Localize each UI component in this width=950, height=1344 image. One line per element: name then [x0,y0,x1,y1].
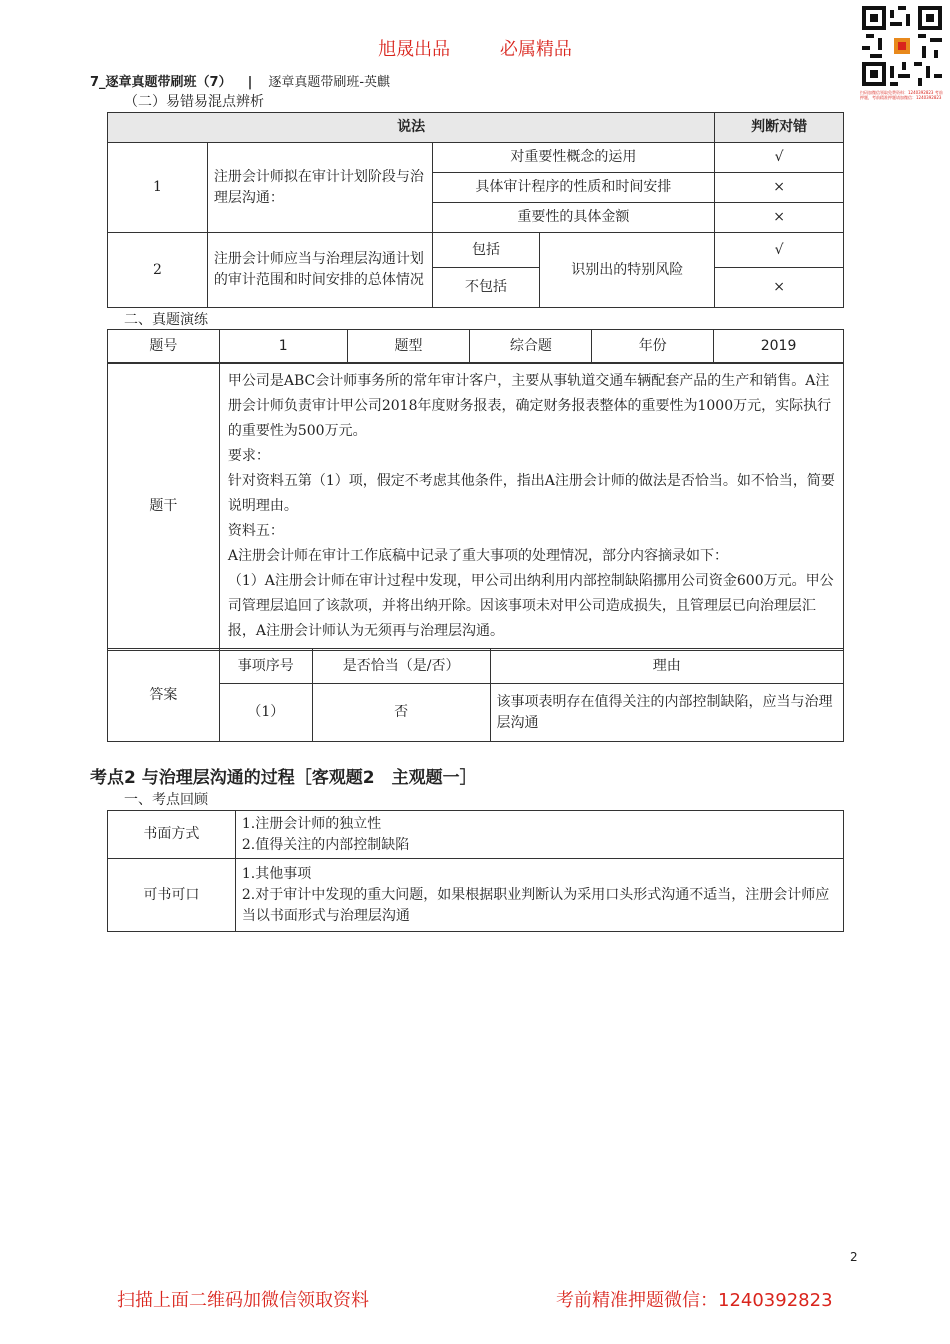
question-year: 2019 [714,330,844,364]
section-confusion-title: （二）易错易混点辨析 [124,94,264,110]
keypoint-2-title: 考点2 与治理层沟通的过程［客观题2 主观题一］ [90,768,477,788]
form-line: 2.值得关注的内部控制缺陷 [241,836,410,853]
header-separator: | [247,75,253,90]
form-written-label: 书面方式 [108,811,236,859]
answer-header-reason: 理由 [490,649,843,684]
stem-body [219,363,843,651]
row2-include-mark: √ [715,233,844,268]
answer-label: 答案 [108,649,220,742]
row1-mark-2: × [715,173,844,203]
section-exercise-title: 二、真题演练 [124,312,208,328]
row1-statement: 注册会计师拟在审计计划阶段与治理层沟通： [207,143,432,233]
qr-caption: 扫码加微信领取免费资料：1240392823 考前押题，考前精准押题请加微信：1240392823 [860,90,943,100]
row1-item-1: 对重要性概念的运用 [432,143,715,173]
stem-paragraph: （1）A注册会计师在审计过程中发现，甲公司出纳利用内部控制缺陷挪用公司资金600万元。甲公司管理层追回了该款项，并将出纳开除。因该事项未对甲公司造成损失，且管理层已向治理层汇报，A注册会计师认为无须再与治理层沟通。 [227,573,834,639]
brand-right: 必属精品 [499,39,572,60]
exercise-meta-table [107,329,844,364]
header-judgement: 判断对错 [715,113,844,143]
form-line: 1.注册会计师的独立性 [241,815,382,832]
form-either-label: 可书可口 [108,859,236,932]
row2-exclude: 不包括 [432,268,540,308]
form-line: 1.其他事项 [241,865,312,882]
course-subtitle: 逐章真题带刷班-英麒 [268,75,391,90]
question-type: 综合题 [470,330,592,364]
footer-right: 考前精准押题微信：1240392823 [556,1290,833,1311]
qr-code-icon [862,6,942,86]
answer-proper: 否 [312,684,490,742]
row2-include: 包括 [432,233,540,268]
question-no: 1 [219,330,347,364]
row2-exclude-mark: × [715,268,844,308]
stem-paragraph: 资料五： [227,523,284,539]
stem-label: 题干 [108,363,220,651]
answer-reason: 该事项表明存在值得关注的内部控制缺陷，应当与治理层沟通 [490,684,843,742]
question-no-label: 题号 [108,330,220,364]
answer-table [107,648,844,742]
exercise-stem-table [107,362,844,651]
stem-paragraph: 甲公司是ABC会计师事务所的常年审计客户，主要从事轨道交通车辆配套产品的生产和销售。A注册会计师负责审计甲公司2018年度财务报表，确定财务报表整体的重要性为1000万元，实际执行的重要性为500万元。 [227,373,832,439]
question-type-label: 题型 [347,330,470,364]
row1-mark-3: × [715,203,844,233]
form-either-content [235,859,843,932]
brand-banner [0,35,950,61]
answer-header-proper: 是否恰当（是/否） [312,649,490,684]
form-line: 2.对于审计中发现的重大问题，如果根据职业判断认为采用口头形式沟通不适当，注册会计师应当以书面形式与治理层沟通 [241,886,830,924]
stem-paragraph: 针对资料五第（1）项，假定不考虑其他条件，指出A注册会计师的做法是否恰当。如不恰当，简要说明理由。 [227,473,835,514]
answer-header-item: 事项序号 [219,649,312,684]
keypoint-review-title: 一、考点回顾 [124,792,208,808]
document-header [90,71,390,90]
stem-paragraph: 要求： [227,448,270,464]
row1-item-2: 具体审计程序的性质和时间安排 [432,173,715,203]
communication-form-table [107,810,844,932]
footer-left: 扫描上面二维码加微信领取资料 [117,1290,369,1311]
header-statement: 说法 [108,113,715,143]
form-written-content [235,811,843,859]
stem-paragraph: A注册会计师在审计工作底稿中记录了重大事项的处理情况，部分内容摘录如下： [227,548,728,564]
row2-topic: 识别出的特别风险 [540,233,715,308]
row1-number: 1 [108,143,208,233]
row1-mark-1: √ [715,143,844,173]
row2-number: 2 [108,233,208,308]
row1-item-3: 重要性的具体金额 [432,203,715,233]
brand-left: 旭晟出品 [378,39,451,60]
answer-item: （1） [219,684,312,742]
page-number: 2 [850,1250,858,1264]
question-year-label: 年份 [592,330,714,364]
confusion-table [107,112,844,308]
row2-statement: 注册会计师应当与治理层沟通计划的审计范围和时间安排的总体情况 [207,233,432,308]
course-title: 7_逐章真题带刷班（7） [90,75,232,90]
